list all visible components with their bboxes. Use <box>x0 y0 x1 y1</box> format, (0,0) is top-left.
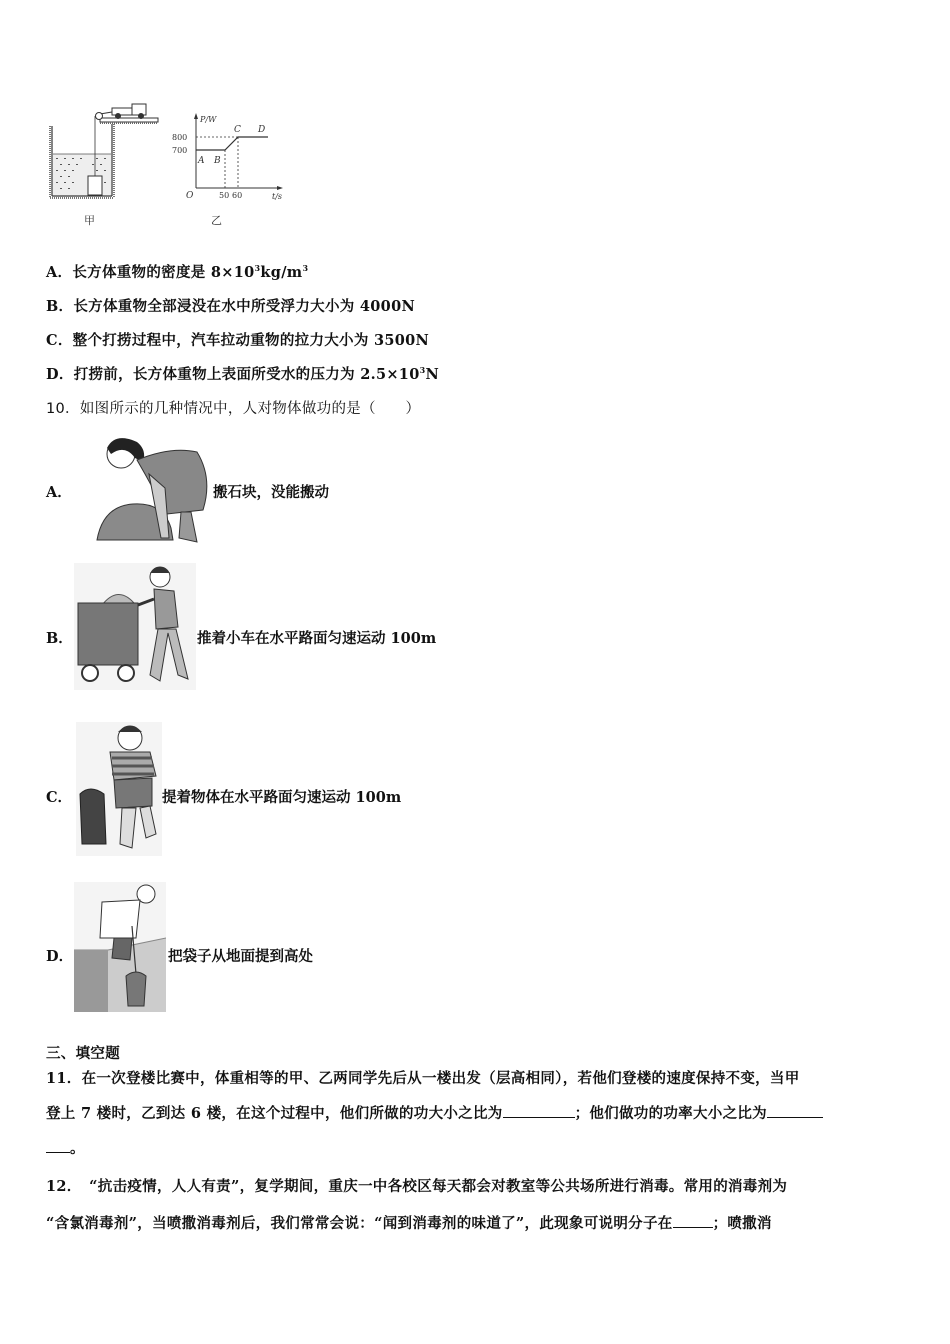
point-a-label: A <box>198 156 205 166</box>
y-axis-label: P/W <box>200 115 217 124</box>
section-heading: 三、填空题 <box>46 1046 120 1062</box>
truck-pulley-diagram <box>44 96 164 206</box>
point-d-label: D <box>258 125 266 135</box>
boy-pushing-cart-image <box>74 563 196 690</box>
q11-answer-blank-1[interactable] <box>503 1103 575 1118</box>
man-lifting-bag-image <box>74 882 166 1012</box>
q10-option-d-letter: D． <box>46 948 74 965</box>
boy-carrying-bag-image <box>76 722 162 856</box>
q11-answer-blank-2[interactable] <box>767 1103 823 1118</box>
option-text: 整个打捞过程中，汽车拉动重物的拉力大小为 3500N <box>72 332 430 349</box>
option-text: 打捞前，长方体重物上表面所受水的压力为 2.5×10 <box>73 366 420 383</box>
q12-line2: “含氯消毒剂”，当喷撒消毒剂后，我们常常会说：“闻到消毒剂的味道了”，此现象可说明分子在 ；喷撒消 <box>46 1215 772 1232</box>
q10-option-b-letter: B． <box>46 630 73 647</box>
q11-line1: 11．在一次登楼比赛中，体重相等的甲、乙两同学先后从一楼出发（层高相同），若他们登楼的速度保持不变，当甲 <box>46 1070 800 1087</box>
q9-option-b <box>46 295 415 316</box>
q11-line3: 。 <box>46 1137 85 1158</box>
q10-option-a-letter: A． <box>46 484 72 501</box>
q9-option-c <box>46 329 429 350</box>
option-letter: C． <box>46 332 73 349</box>
x-tick-60: 60 <box>232 191 243 200</box>
q10-option-a-text: 搬石块，没能搬动 <box>213 484 329 501</box>
figure-yi-label: 乙 <box>211 214 222 227</box>
q12-line1: 12． “抗击疫情，人人有责”，复学期间，重庆一中各校区每天都会对教室等公共场所进行消毒。常用的消毒剂为 <box>46 1178 788 1195</box>
q10-option-b-text: 推着小车在水平路面匀速运动 100m <box>197 630 437 647</box>
q10-option-d-text: 把袋子从地面提到高处 <box>168 948 313 965</box>
power-time-chart <box>168 110 293 205</box>
q11-answer-blank-2-cont[interactable] <box>46 1138 70 1153</box>
option-text: 长方体重物的密度是 8×10 <box>72 264 255 281</box>
y-tick-800: 800 <box>172 133 188 142</box>
x-tick-50: 50 <box>219 191 230 200</box>
point-c-label: C <box>234 125 241 135</box>
figure-jia-label: 甲 <box>84 214 95 227</box>
figure-jia <box>44 96 164 226</box>
q12-answer-blank-1[interactable] <box>673 1213 713 1228</box>
y-tick-700: 700 <box>172 146 188 155</box>
q9-option-d: D．打捞前，长方体重物上表面所受水的压力为 $2.5\times 10^3N$ <box>46 365 440 383</box>
point-b-label: B <box>214 156 221 166</box>
figure-yi <box>168 110 293 228</box>
q11-line2: 登上 7 楼时，乙到达 6 楼，在这个过程中，他们所做的功大小之比为 ；他们做功的功率大小之比为 <box>46 1102 823 1123</box>
option-letter: B． <box>46 298 74 315</box>
girl-lifting-rock-image <box>85 428 213 546</box>
origin-label: O <box>186 191 194 201</box>
option-text: 长方体重物全部浸没在水中所受浮力大小为 4000N <box>73 298 416 315</box>
q10-option-c-text: 提着物体在水平路面匀速运动 100m <box>162 789 402 806</box>
x-axis-label: t/s <box>272 192 283 201</box>
q10-stem: 10．如图所示的几种情况中，人对物体做功的是（ ） <box>46 401 421 417</box>
option-letter: D． <box>46 366 74 383</box>
q9-option-a: A．长方体重物的密度是 $8\times 10^3kg/m^3$ <box>46 263 309 281</box>
q10-option-c-letter: C． <box>46 789 73 806</box>
option-letter: A． <box>46 264 73 281</box>
